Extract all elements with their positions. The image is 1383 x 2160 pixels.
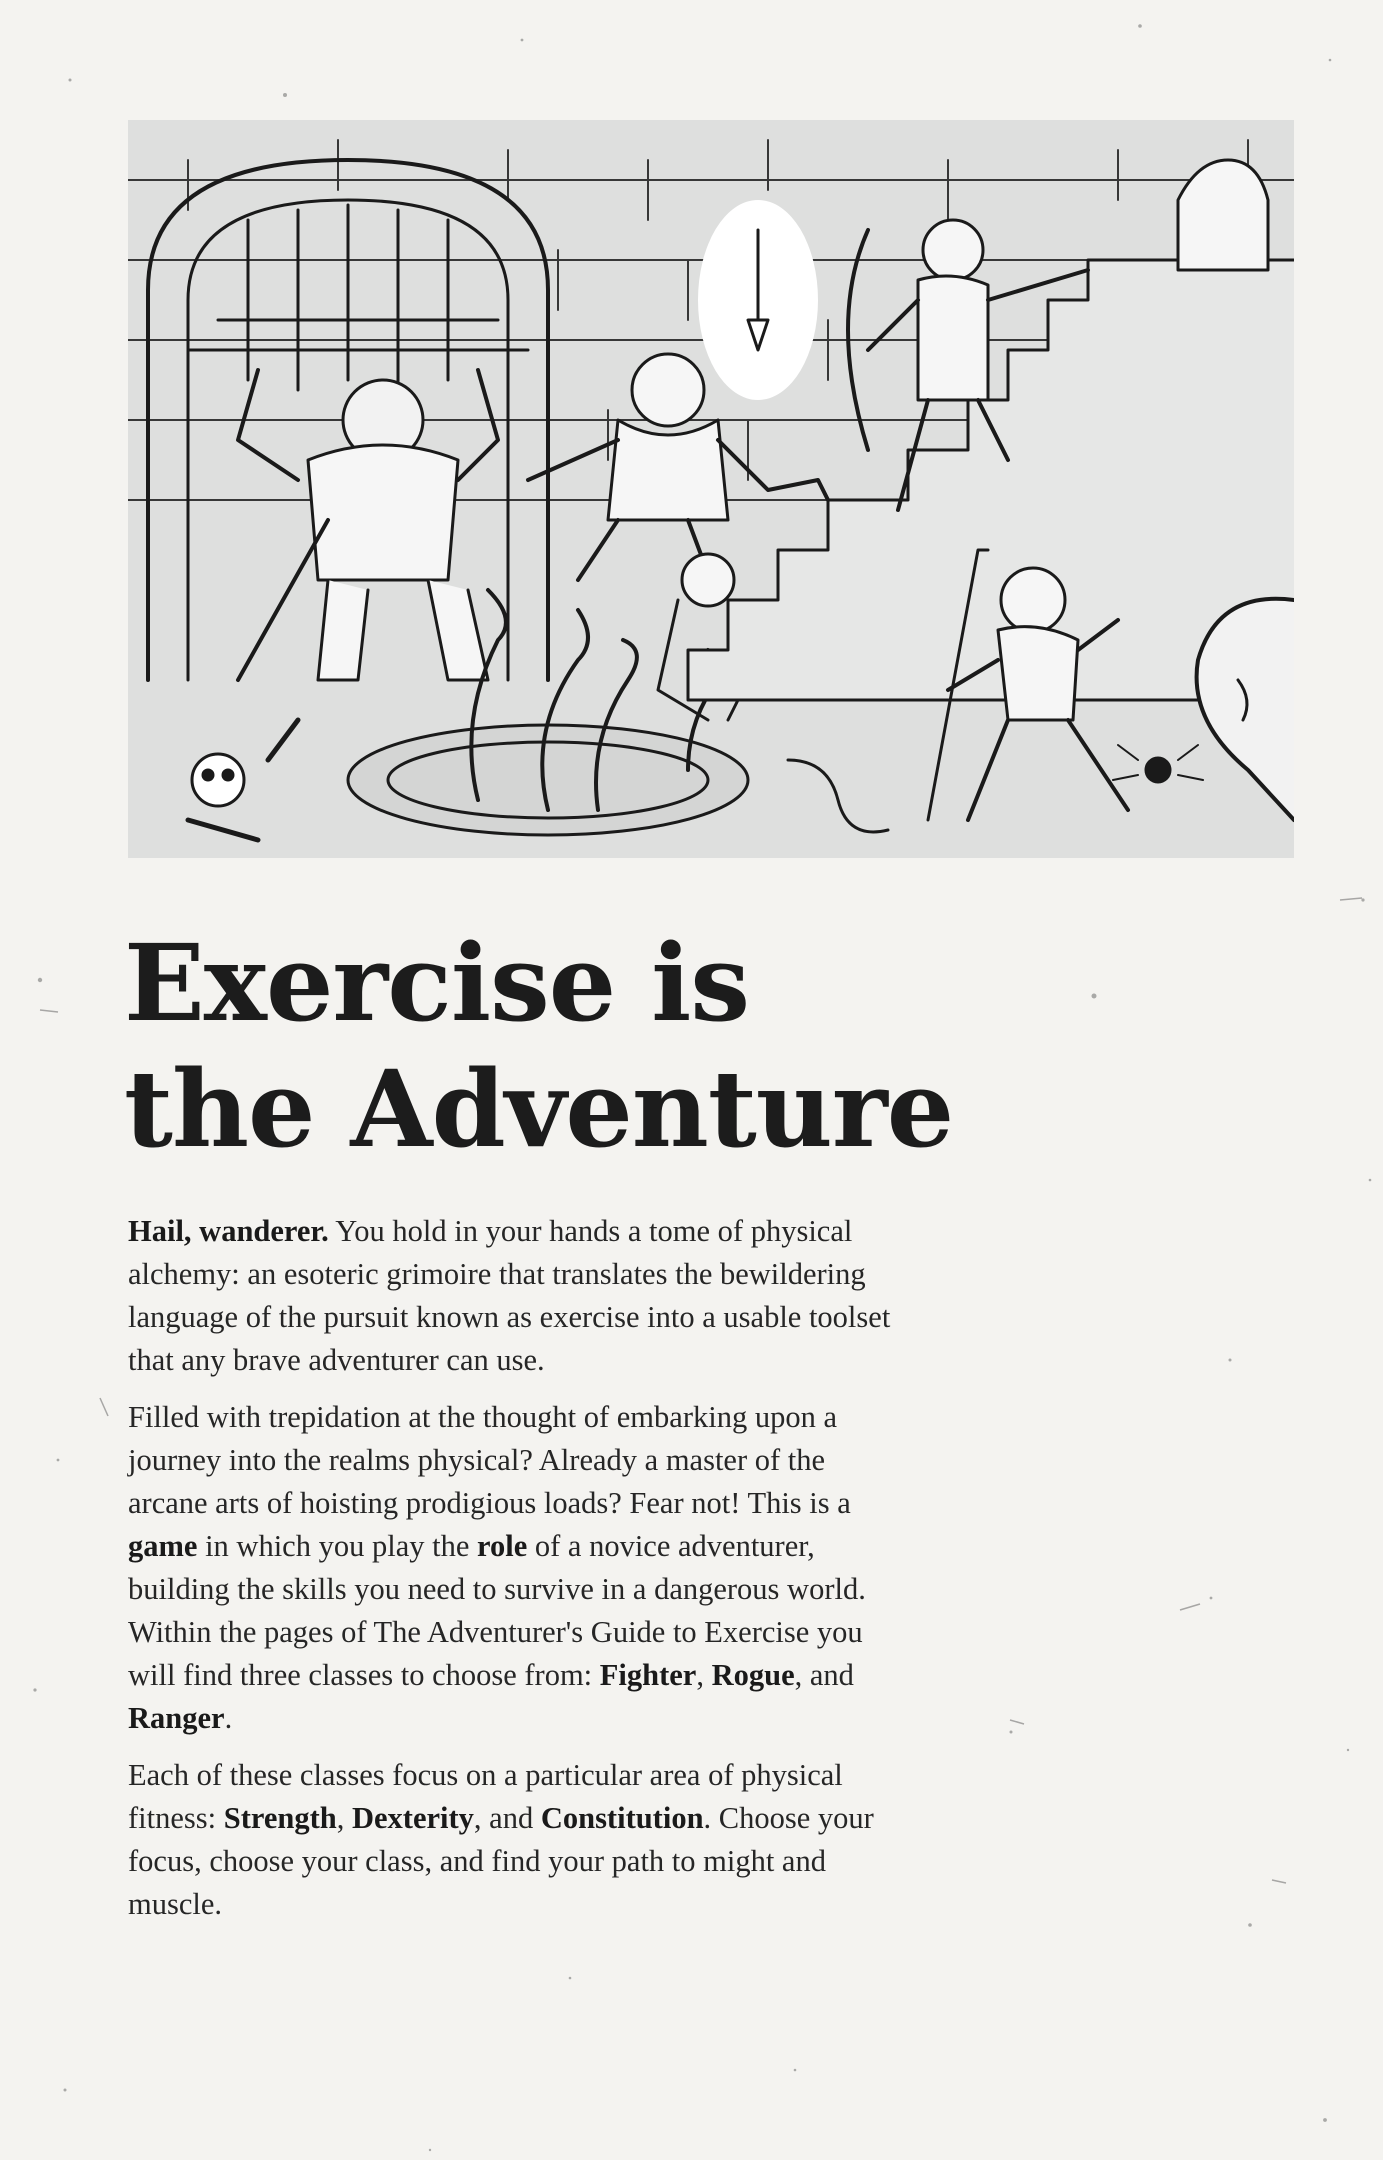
- dungeon-illustration: [128, 120, 1294, 858]
- paragraph-2: [128, 1396, 908, 1740]
- emphasis-role: role: [477, 1529, 528, 1563]
- class-ranger: Ranger: [128, 1701, 225, 1735]
- paragraph-2-text-a: Filled with trepidation at the thought of embarking upon a journey into the realms physical? Already a master of the arcane arts of hoisting prodigious loads? Fear not! This is a: [128, 1400, 851, 1520]
- period: .: [224, 1701, 233, 1735]
- dungeon-scene-image: [128, 120, 1294, 858]
- class-fighter: Fighter: [599, 1658, 697, 1692]
- title-line-2: the Adventure: [124, 1046, 954, 1171]
- focus-dexterity: Dexterity: [351, 1801, 474, 1835]
- page-title: [124, 920, 1024, 1172]
- focus-constitution: Constitution: [540, 1801, 704, 1835]
- paragraph-3: [128, 1754, 908, 1926]
- paragraph-2-text-c: of a novice adventurer, building the skills you need to survive in a dangerous world. Within the pages of The Adventurer's Guide to Exercise you will find three classes to choose from:: [128, 1529, 866, 1692]
- intro-text: [128, 1210, 908, 1940]
- title-line-1: Exercise is: [124, 920, 750, 1045]
- focus-strength: Strength: [223, 1801, 337, 1835]
- separator: , and: [473, 1801, 541, 1835]
- separator: ,: [336, 1801, 352, 1835]
- emphasis-game: game: [128, 1529, 198, 1563]
- separator: , and: [794, 1658, 854, 1692]
- separator: ,: [696, 1658, 712, 1692]
- class-rogue: Rogue: [711, 1658, 795, 1692]
- paragraph-2-text-b: in which you play the: [197, 1529, 477, 1563]
- paragraph-3-text-a: Each of these classes focus on a particular area of physical fitness:: [128, 1758, 843, 1835]
- paragraph-1: [128, 1210, 908, 1382]
- paragraph-1-text: You hold in your hands a tome of physical alchemy: an esoteric grimoire that translates the bewildering language of the pursuit known as exercise into a usable toolset that any brave adventurer can use.: [128, 1214, 891, 1377]
- paragraph-3-text-b: . Choose your focus, choose your class, and find your path to might and muscle.: [128, 1801, 874, 1921]
- lead-phrase: Hail, wanderer.: [128, 1214, 329, 1248]
